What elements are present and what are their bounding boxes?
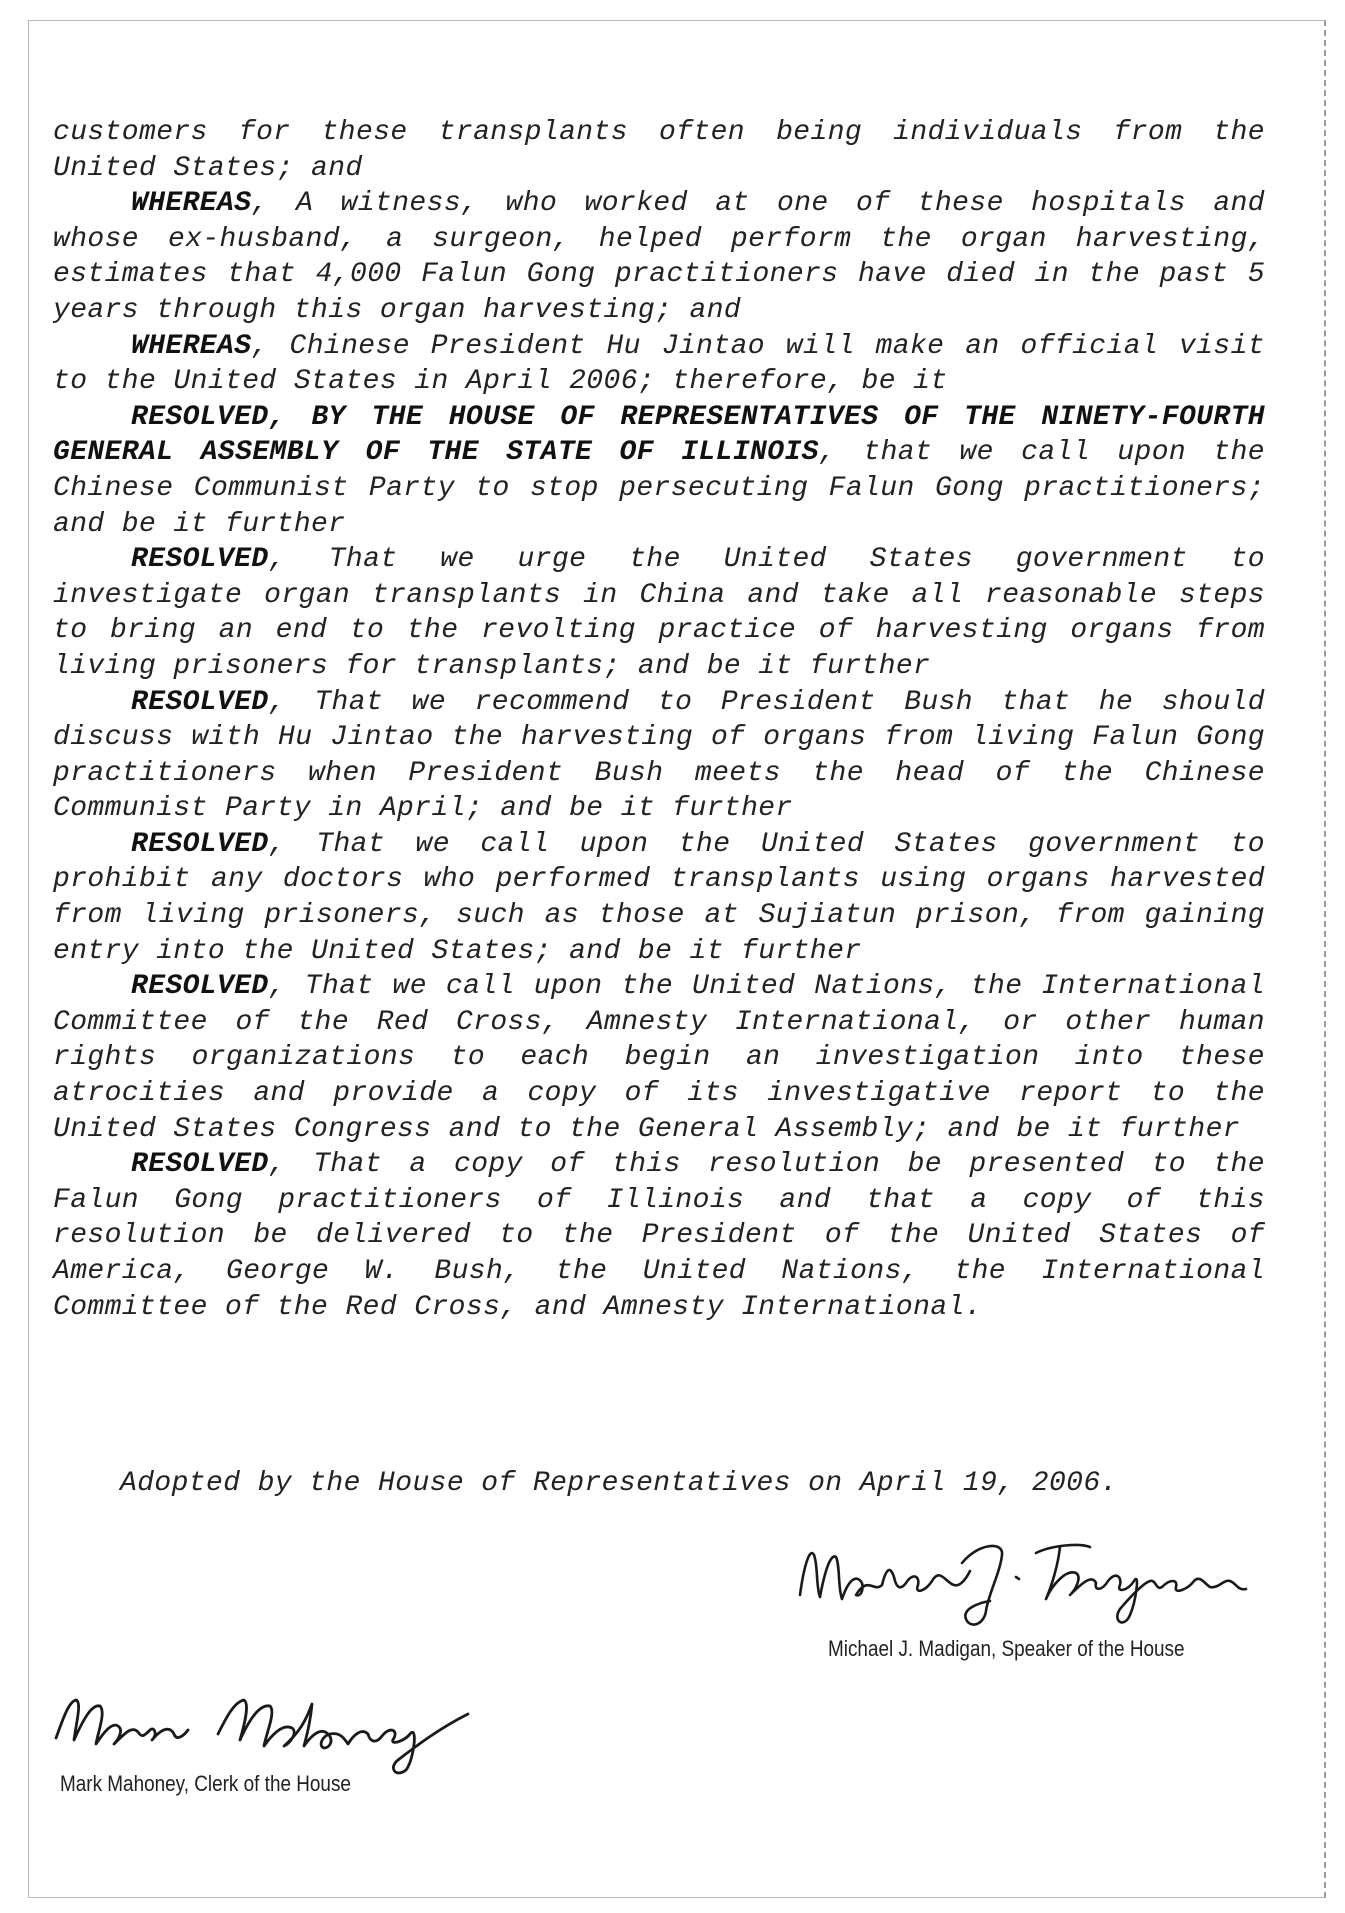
paragraph-text: , That we call upon the United Nations, the International Committee of the Red Cross, Amnesty International, or other human rights organizations to each begin an investigation into these atrocities and provide a copy of its investigative report to the United States Congress and to the General Assembly; and be it further — [53, 971, 1265, 1145]
resolution-paragraph — [53, 827, 1265, 969]
resolution-body — [53, 115, 1265, 1325]
speaker-caption: Michael J. Madigan, Speaker of the House — [828, 1636, 1185, 1661]
resolution-paragraph — [53, 115, 1265, 186]
paragraph-keyword: RESOLVED — [131, 686, 269, 718]
paragraph-text: , That we call upon the United States government to prohibit any doctors who performed transplants using organs harvested from living prisoners, such as those at Sujiatun prison, from gaining entry into the United States; and be it further — [53, 828, 1265, 967]
paragraph-text: , Chinese President Hu Jintao will make an official visit to the United States in April 2006; therefore, be it — [53, 330, 1265, 398]
resolution-paragraph — [53, 400, 1265, 542]
clerk-signature — [48, 1678, 568, 1778]
adoption-statement: Adopted by the House of Representatives on April 19, 2006. — [120, 1468, 1118, 1499]
resolution-paragraph — [53, 969, 1265, 1147]
paragraph-text: , A witness, who worked at one of these hospitals and whose ex-husband, a surgeon, helped perform the organ harvesting, estimates that 4,000 Falun Gong practitioners have died in the past 5 years through this organ harvesting; and — [53, 188, 1265, 326]
resolution-paragraph — [53, 1147, 1265, 1325]
paragraph-text: , that we call upon the Chinese Communist Party to stop persecuting Falun Gong practitioners; and be it further — [53, 437, 1265, 540]
paragraph-keyword: WHEREAS — [131, 330, 252, 362]
resolution-paragraph — [53, 329, 1265, 400]
speaker-signature — [790, 1525, 1270, 1635]
resolution-paragraph — [53, 685, 1265, 827]
paragraph-text: , That we urge the United States government to investigate organ transplants in China and take all reasonable steps to bring an end to the revolting practice of harvesting organs from living prisoners for transplants; and be it further — [53, 544, 1265, 682]
paragraph-keyword: RESOLVED, BY THE HOUSE OF REPRESENTATIVES OF THE NINETY-FOURTH GENERAL ASSEMBLY OF THE STATE OF ILLINOIS — [53, 401, 1265, 469]
resolution-paragraph — [53, 542, 1265, 684]
paragraph-keyword: WHEREAS — [131, 188, 252, 220]
paragraph-keyword: RESOLVED — [131, 544, 269, 576]
paragraph-keyword: RESOLVED — [131, 1149, 269, 1181]
paragraph-text: customers for these transplants often being individuals from the United States; and — [53, 117, 1265, 184]
paragraph-keyword: RESOLVED — [131, 828, 269, 860]
paragraph-text: , That we recommend to President Bush that he should discuss with Hu Jintao the harvesting of organs from living Falun Gong practitioners when President Bush meets the head of the Chinese Communist Party in April; and be it further — [53, 686, 1265, 825]
clerk-caption: Mark Mahoney, Clerk of the House — [60, 1771, 351, 1796]
resolution-paragraph — [53, 186, 1265, 328]
paragraph-text: , That a copy of this resolution be presented to the Falun Gong practitioners of Illinois and that a copy of this resolution be delivered to the President of the United States of America, George W. Bush, the United Nations, the International Committee of the Red Cross, and Amnesty International. — [53, 1149, 1265, 1323]
paragraph-keyword: RESOLVED — [131, 971, 269, 1003]
